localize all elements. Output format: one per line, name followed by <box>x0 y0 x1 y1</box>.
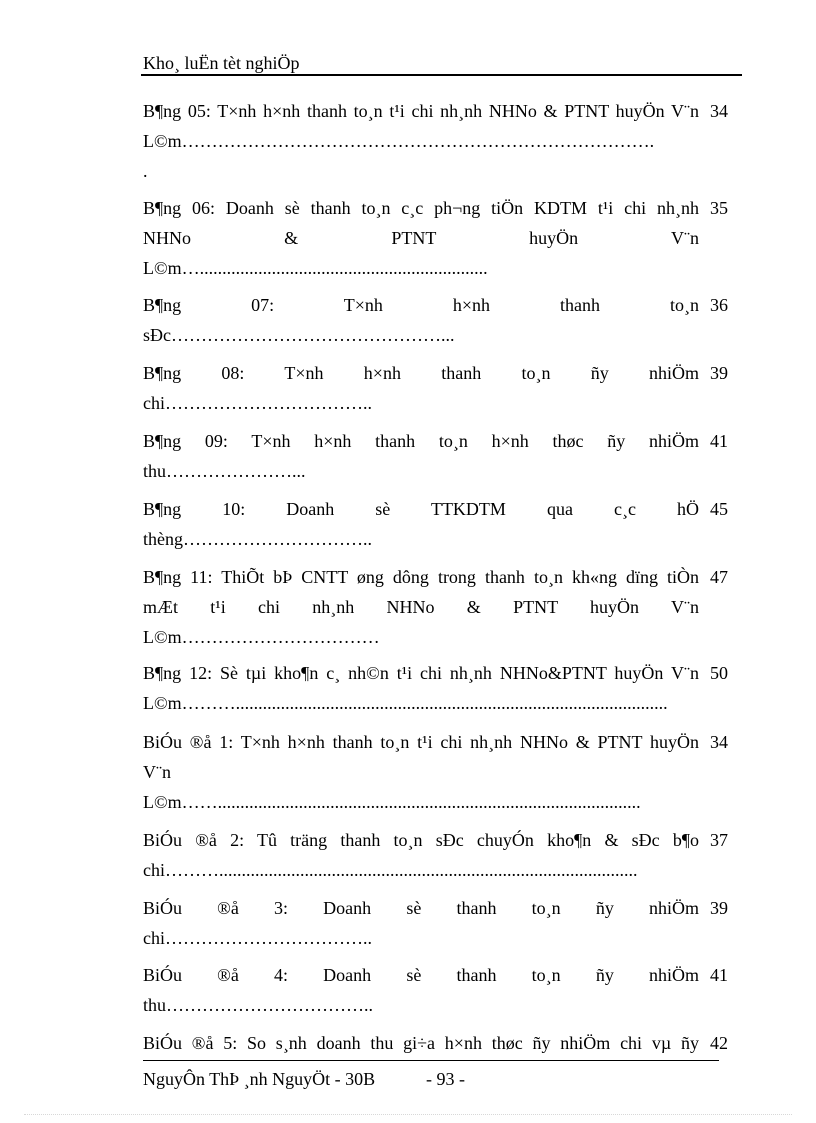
toc-entry-line: L©m…………………………… <box>143 627 380 647</box>
toc-entry-page-number: 39 <box>710 898 728 918</box>
toc-entry-line: L©m…….............................................................................................. <box>143 792 641 812</box>
toc-entry-page-number: 42 <box>710 1033 728 1053</box>
toc-entry-text <box>143 893 699 953</box>
header-title: Kho¸ luËn tèt nghiÖp <box>143 53 300 73</box>
toc-entry-line: L©m………................................................................................................ <box>143 693 668 713</box>
toc-entry-line: NHNo & PTNT huyÖn V¨n <box>143 228 699 248</box>
toc-entry-line: B¶ng 11: ThiÕt bÞ CNTT øng dông trong thanh to¸n kh«ng dïng tiÒn <box>143 567 699 587</box>
toc-entry-text <box>143 1028 699 1058</box>
toc-entry-line: BiÓu ®å 5: So s¸nh doanh thu gi÷a h×nh thøc ñy nhiÖm chi vµ ñy <box>143 1033 699 1053</box>
toc-entry-line: thèng………………………….. <box>143 529 372 549</box>
toc-entry-text <box>143 290 699 350</box>
toc-entry-line: BiÓu ®å 1: T×nh h×nh thanh to¸n t¹i chi nh¸nh NHNo & PTNT huyÖn <box>143 732 699 752</box>
toc-entry-line: chi…………………………….. <box>143 393 372 413</box>
toc-entry-text <box>143 358 699 418</box>
footer-divider <box>143 1060 719 1061</box>
toc-entry-text <box>143 96 699 186</box>
toc-entry-line: B¶ng 09: T×nh h×nh thanh to¸n h×nh thøc ñy nhiÖm <box>143 431 699 451</box>
toc-entry-page-number: 34 <box>710 101 728 121</box>
toc-entry-page-number: 34 <box>710 732 728 752</box>
toc-entry-page-number: 45 <box>710 499 728 519</box>
footer-author: NguyÔn ThÞ ¸nh NguyÖt - 30B <box>143 1069 376 1089</box>
toc-entry-line: BiÓu ®å 2: Tû träng thanh to¸n sÐc chuyÓn kho¶n & sÐc b¶o <box>143 830 699 850</box>
toc-entry-text <box>143 562 699 652</box>
toc-entry-text <box>143 960 699 1020</box>
toc-entry-page-number: 47 <box>710 567 728 587</box>
toc-entry-page-number: 39 <box>710 363 728 383</box>
toc-entry-line: . <box>143 161 148 181</box>
toc-entry-line: B¶ng 07: T×nh h×nh thanh to¸n <box>143 295 699 315</box>
toc-entry-line: L©m…................................................................ <box>143 258 488 278</box>
toc-entry-line: L©m……………………………………………………………………. <box>143 131 655 151</box>
toc-entry-line: B¶ng 05: T×nh h×nh thanh to¸n t¹i chi nh¸nh NHNo & PTNT huyÖn V¨n <box>143 101 699 121</box>
toc-entry-page-number: 35 <box>710 198 728 218</box>
toc-entry-text <box>143 658 699 718</box>
toc-entry-page-number: 41 <box>710 431 728 451</box>
page-edge-divider <box>24 1114 792 1115</box>
toc-entry-line: B¶ng 10: Doanh sè TTKDTM qua c¸c hÖ <box>143 499 699 519</box>
toc-entry-line: thu…………………... <box>143 461 306 481</box>
footer-page-number: - 93 - <box>426 1069 465 1089</box>
toc-entry-line: thu…………………………….. <box>143 995 374 1015</box>
header-divider <box>141 74 742 76</box>
toc-entry-text <box>143 193 699 283</box>
toc-entry-page-number: 36 <box>710 295 728 315</box>
toc-entry-page-number: 37 <box>710 830 728 850</box>
toc-entry-line: V¨n <box>143 762 171 782</box>
toc-entry-text <box>143 825 699 885</box>
toc-entry-line: chi…………………………….. <box>143 928 372 948</box>
toc-entry-line: BiÓu ®å 3: Doanh sè thanh to¸n ñy nhiÖm <box>143 898 699 918</box>
toc-entry-line: mÆt t¹i chi nh¸nh NHNo & PTNT huyÖn V¨n <box>143 597 699 617</box>
toc-entry-line: sÐc………………………………………... <box>143 325 455 345</box>
toc-entry-line: B¶ng 12: Sè tµi kho¶n c¸ nh©n t¹i chi nh¸nh NHNo&PTNT huyÖn V¨n <box>143 663 699 683</box>
toc-entry-page-number: 41 <box>710 965 728 985</box>
toc-entry-line: chi………............................................................................................. <box>143 860 638 880</box>
toc-entry-text <box>143 727 699 817</box>
toc-entry-line: BiÓu ®å 4: Doanh sè thanh to¸n ñy nhiÖm <box>143 965 699 985</box>
toc-entry-line: B¶ng 06: Doanh sè thanh to¸n c¸c ph¬ng tiÖn KDTM t¹i chi nh¸nh <box>143 198 699 218</box>
toc-entry-text <box>143 494 699 554</box>
toc-entry-page-number: 50 <box>710 663 728 683</box>
toc-entry-text <box>143 426 699 486</box>
toc-entry-line: B¶ng 08: T×nh h×nh thanh to¸n ñy nhiÖm <box>143 363 699 383</box>
